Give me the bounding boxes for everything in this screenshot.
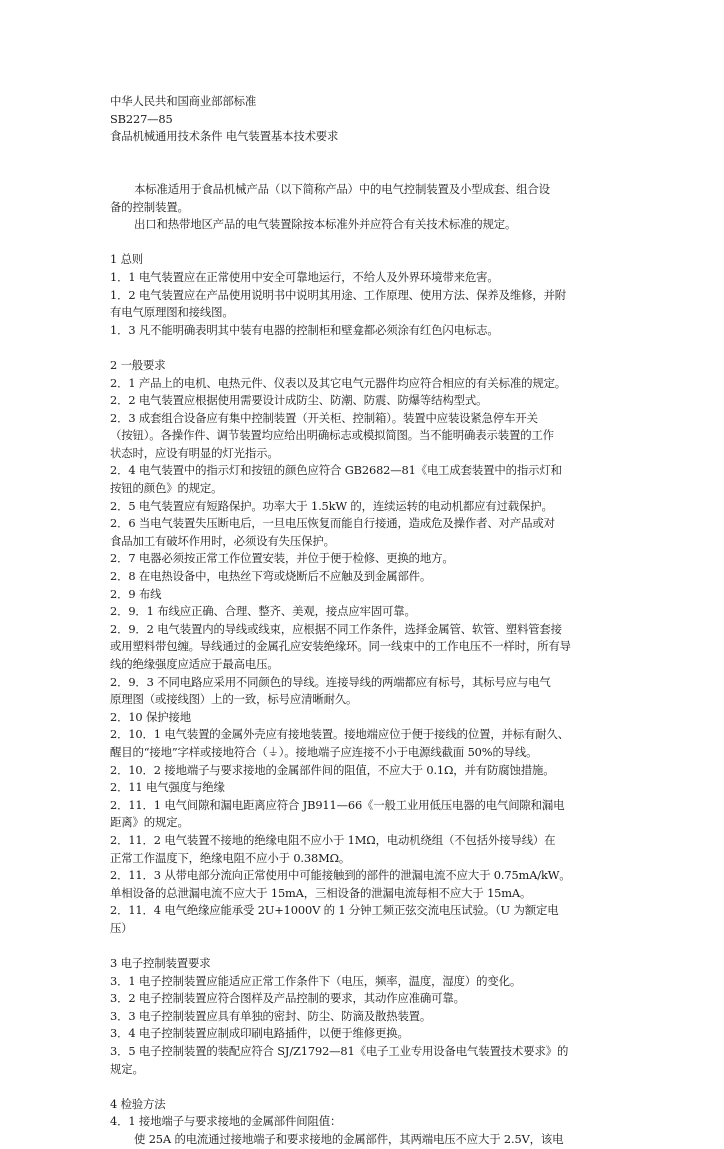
clause-line: 2．11．4 电气绝缘应能承受 2U+1000V 的 1 分钟工频正弦交流电压试验。（U 为额定电 [110, 903, 559, 918]
clause-line: 2．10．1 电气装置的金属外壳应有接地装置。接地端应位于便于接线的位置，并标有耐久、 [110, 727, 570, 742]
standard-number: SB227—85 [110, 111, 173, 126]
section-heading: 2 一般要求 [110, 357, 166, 372]
spacer [110, 234, 616, 252]
clause-line: 2．9 布线 [110, 586, 162, 601]
clause-line: 2．11．3 从带电部分流向正常使用中可能接触到的部件的泄漏电流不应大于 0.75mA/kW。 [110, 868, 571, 883]
intro-paragraph-line: 出口和热带地区产品的电气装置除按本标准外并应符合有关技术标准的规定。 [134, 217, 517, 232]
clause-line: 2．9．1 布线应正确、合理、整齐、美观，接点应牢固可靠。 [110, 604, 416, 619]
clause-line: 3．3 电子控制装置应具有单独的密封、防尘、防滴及散热装置。 [110, 1008, 432, 1023]
clause-line: 食品加工有破坏作用时，必须设有失压保护。 [110, 533, 335, 548]
spacer [110, 938, 616, 956]
clause-line: 使 25A 的电流通过接地端子和要求接地的金属部件，其两端电压不应大于 2.5V，该电 [134, 1132, 564, 1147]
clause-line: 压） [110, 920, 133, 935]
clause-line: 2．11 电气强度与绝缘 [110, 780, 225, 795]
document-page [110, 93, 616, 1149]
spacer [110, 339, 616, 357]
clause-line: 3．5 电子控制装置的装配应符合 SJ/Z1792—81《电子工业专用设备电气装置技术要求》的 [110, 1044, 569, 1059]
clause-line: 4．1 接地端子与要求接地的金属部件间阻值： [110, 1114, 342, 1129]
clause-line: 2．9．2 电气装置内的导线或线束，应根据不同工作条件，选择金属管、软管、塑料管套接 [110, 621, 562, 636]
clause-line: 1．3 凡不能明确表明其中装有电器的控制柜和壁龛都必须涂有红色闪电标志。 [110, 322, 499, 337]
clause-line: 3．4 电子控制装置应制成印刷电路插件，以便于维修更换。 [110, 1026, 409, 1041]
clause-line: 2．1 产品上的电机、电热元件、仪表以及其它电气元器件均应符合相应的有关标准的规定。 [110, 375, 567, 390]
clause-line: 距离》的规定。 [110, 815, 189, 830]
clause-line: 2．10．2 接地端子与要求接地的金属部件间的阻值，不应大于 0.1Ω，并有防腐蚀措施。 [110, 762, 555, 777]
spacer [110, 1078, 616, 1096]
clause-line: 规定。 [110, 1061, 144, 1076]
clause-line: 1．1 电气装置应在正常使用中安全可靠地运行，不给人及外界环境带来危害。 [110, 269, 499, 284]
section-heading: 1 总则 [110, 252, 144, 267]
section-heading: 3 电子控制装置要求 [110, 956, 211, 971]
clause-line: 或用塑料带包缠。导线通过的金属孔应安装绝缘环。同一线束中的工作电压不一样时，所有导 [110, 639, 571, 654]
clause-line: 1．2 电气装置应在产品使用说明书中说明其用途、工作原理、使用方法、保养及维修，并附 [110, 287, 567, 302]
section-heading: 4 检验方法 [110, 1096, 166, 1111]
document-title: 食品机械通用技术条件 电气装置基本技术要求 [110, 129, 339, 144]
clause-line: 3．2 电子控制装置应符合图样及产品控制的要求，其动作应准确可靠。 [110, 991, 465, 1006]
intro-paragraph-line: 备的控制装置。 [110, 199, 189, 214]
clause-line: 正常工作温度下，绝缘电阻不应小于 0.38MΩ。 [110, 850, 351, 865]
clause-line: 2．6 当电气装置失压断电后，一旦电压恢复而能自行接通，造成危及操作者、对产品或对 [110, 516, 555, 531]
clause-line: 状态时，应设有明显的灯光指示。 [110, 445, 279, 460]
clause-line: 2．10 保护接地 [110, 709, 191, 724]
spacer [110, 163, 616, 181]
clause-line: 原理图（或接线图）上的一致，标号应清晰耐久。 [110, 692, 358, 707]
clause-line: 2．2 电气装置应根据使用需要设计成防尘、防潮、防震、防爆等结构型式。 [110, 393, 488, 408]
sections-container [110, 234, 616, 1149]
clause-line: 3．1 电子控制装置应能适应正常工作条件下（电压，频率，温度，湿度）的变化。 [110, 973, 522, 988]
clause-line: 2．8 在电热设备中，电热丝下弯或烧断后不应触及到金属部件。 [110, 569, 432, 584]
clause-line: （按钮）。各操作件、调节装置均应给出明确标志或模拟简图。当不能明确表示装置的工作 [110, 428, 554, 443]
clause-line: 按钮的颜色》的规定。 [110, 481, 223, 496]
clause-line: 线的绝缘强度应适应于最高电压。 [110, 657, 279, 671]
intro-paragraph-line: 本标准适用于食品机械产品（以下简称产品）中的电气控制装置及小型成套、组合设 [134, 181, 550, 196]
clause-line: 2．7 电器必须按正常工作位置安装，并位于便于检修、更换的地方。 [110, 551, 454, 566]
issuing-authority: 中华人民共和国商业部部标准 [110, 94, 257, 108]
clause-line: 2．3 成套组合设备应有集中控制装置（开关柜、控制箱）。装置中应装设紧急停车开关 [110, 410, 538, 425]
spacer [110, 146, 616, 164]
clause-line: 2．11．2 电气装置不接地的绝缘电阻不应小于 1MΩ，电动机绕组（不包括外接导线）在 [110, 832, 556, 847]
clause-line: 2．9．3 不同电路应采用不同颜色的导线。连接导线的两端都应有标号，其标号应与电气 [110, 674, 551, 689]
clause-line: 有电气原理图和接线图。 [110, 305, 234, 320]
clause-line: 单相设备的总泄漏电流不应大于 15mA，三相设备的泄漏电流每相不应大于 15mA。 [110, 885, 532, 900]
clause-line: 2．11．1 电气间隙和漏电距离应符合 JB911—66《一般工业用低压电器的电气间隙和漏电 [110, 797, 565, 812]
clause-line: 2．5 电气装置应有短路保护。功率大于 1.5kW 的，连续运转的电动机都应有过载保护。 [110, 498, 553, 513]
clause-line: 2．4 电气装置中的指示灯和按钮的颜色应符合 GB2682—81《电工成套装置中的指示灯和 [110, 463, 562, 478]
clause-line: 醒目的“接地”字样或接地符合（⏚）。接地端子应连接不小于电源线截面 50%的导线。 [110, 744, 538, 759]
